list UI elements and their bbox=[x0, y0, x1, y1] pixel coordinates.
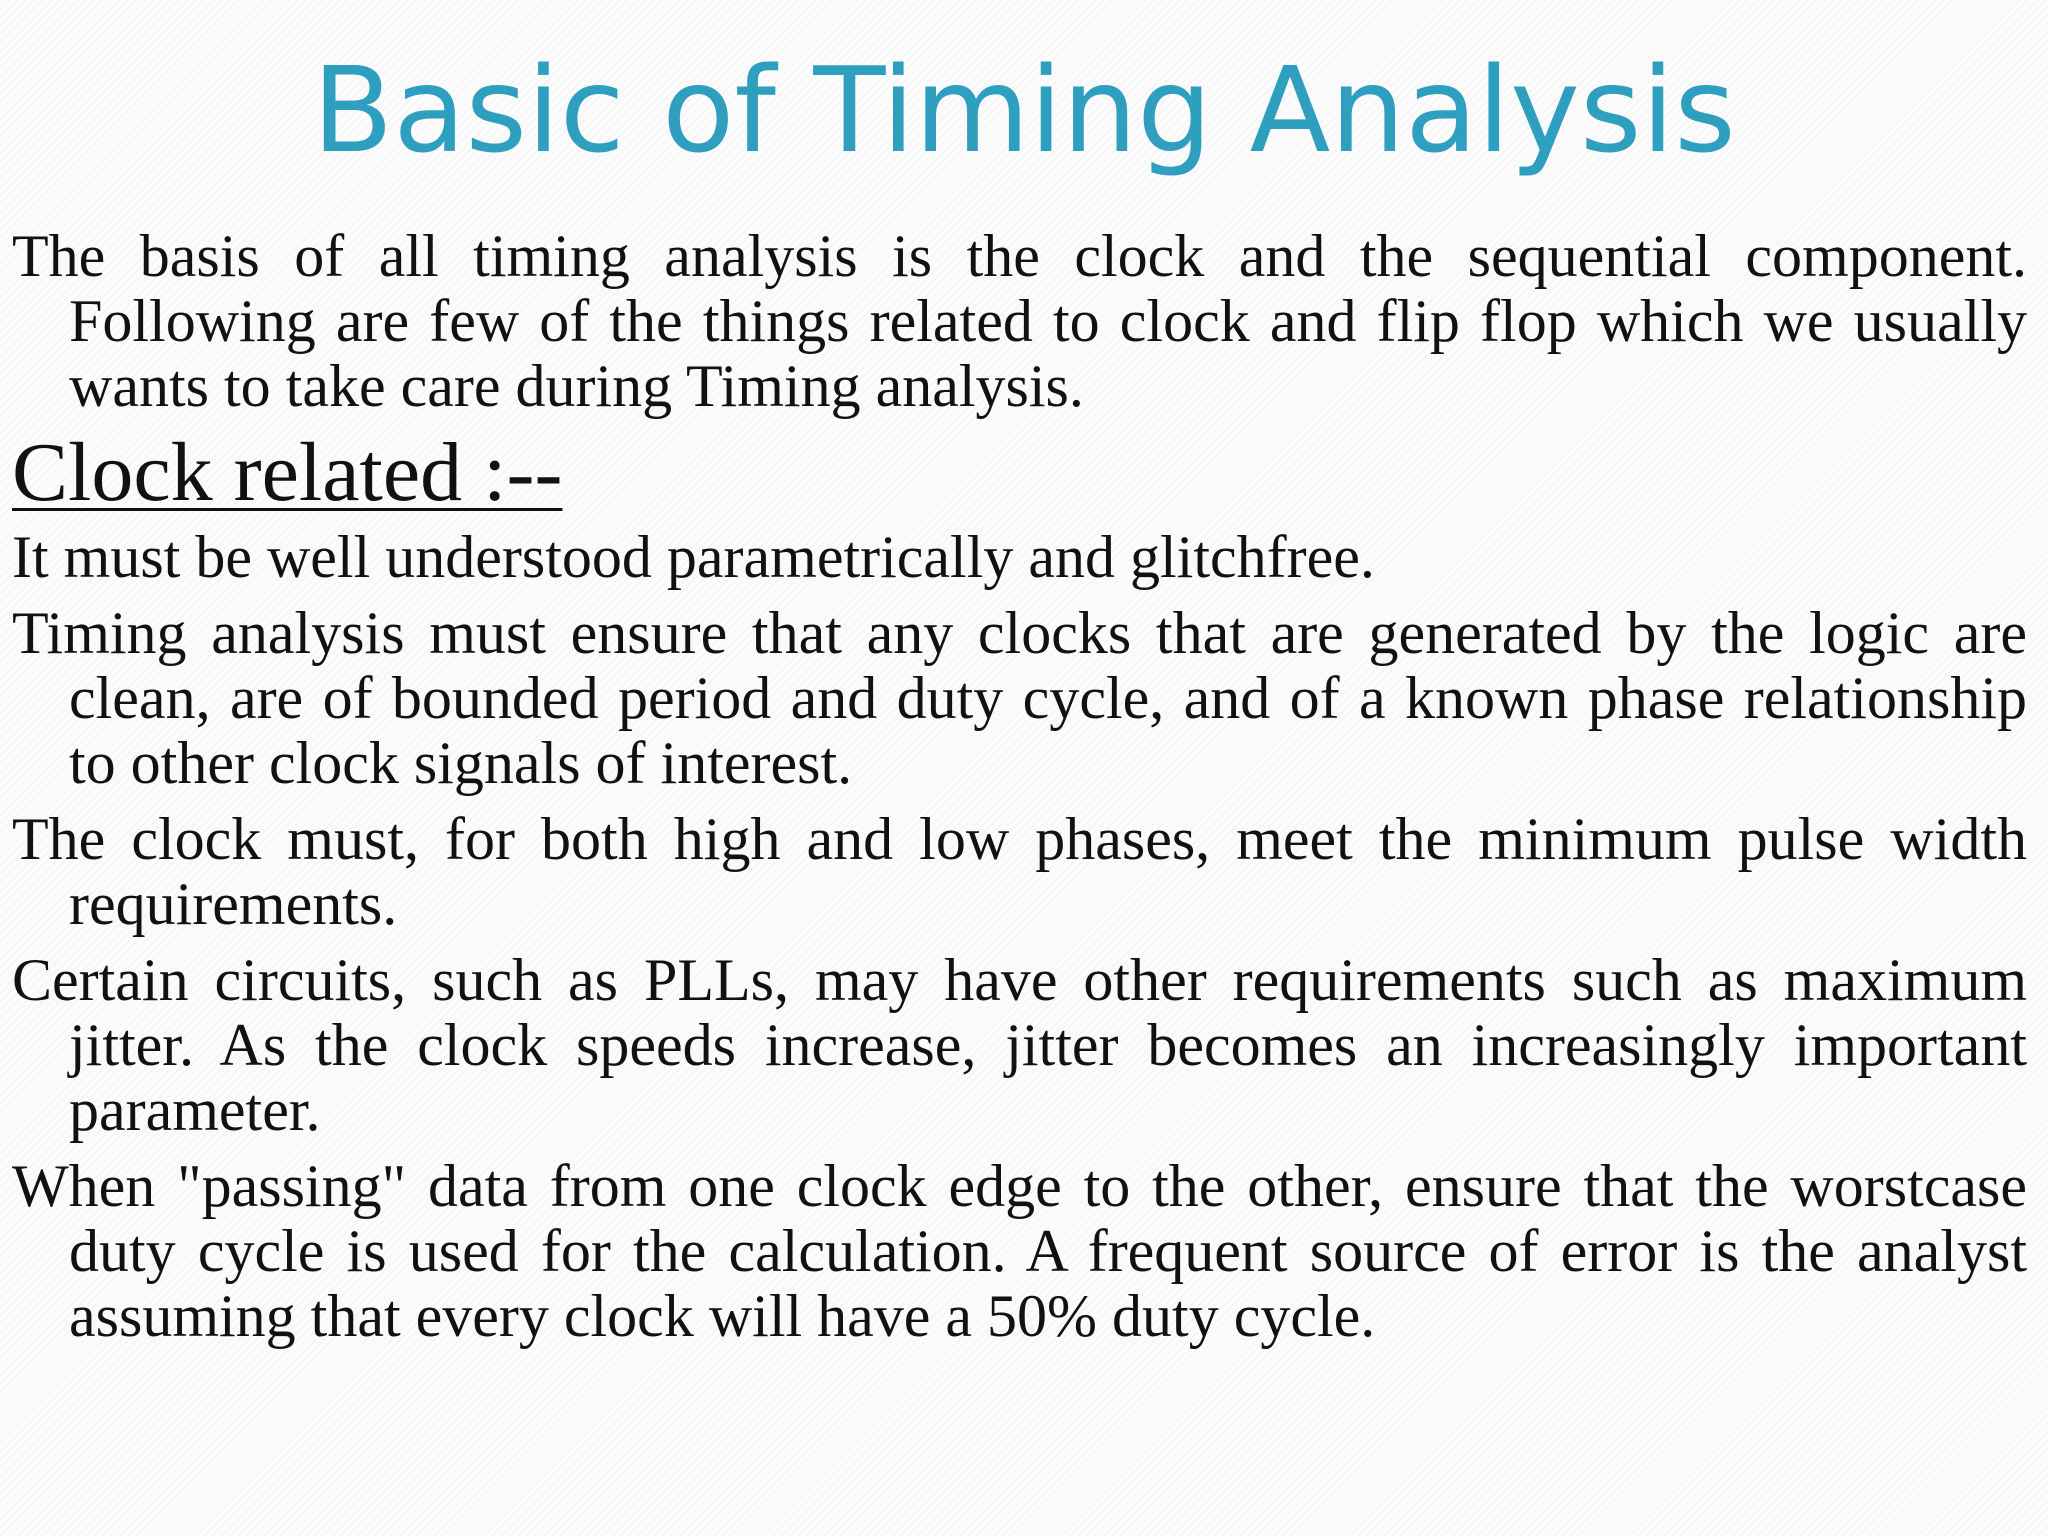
clock-point: When "passing" data from one clock edge to the other, ensure that the worstcase duty cycle is used for the calculation. A frequent source of error is the analyst assuming that every clock will have a 50% duty cycle. bbox=[12, 1153, 2027, 1349]
slide-title: Basic of Timing Analysis bbox=[312, 41, 1736, 179]
slide-body bbox=[12, 224, 2027, 1360]
clock-point: Timing analysis must ensure that any clocks that are generated by the logic are clean, are of bounded period and duty cycle, and of a known phase relationship to other clock signals of interest. bbox=[12, 600, 2027, 796]
clock-point: It must be well understood parametrically and glitchfree. bbox=[12, 524, 1375, 590]
section-heading: Clock related :-- bbox=[12, 426, 563, 519]
clock-point: The clock must, for both high and low phases, meet the minimum pulse width requirements. bbox=[12, 806, 2027, 937]
intro-paragraph: The basis of all timing analysis is the clock and the sequential component. Following are few of the things related to clock and flip flop which we usually wants to take care during Timing analysis. bbox=[12, 223, 2027, 419]
clock-point: Certain circuits, such as PLLs, may have other requirements such as maximum jitter. As the clock speeds increase, jitter becomes an increasingly important parameter. bbox=[12, 947, 2027, 1143]
